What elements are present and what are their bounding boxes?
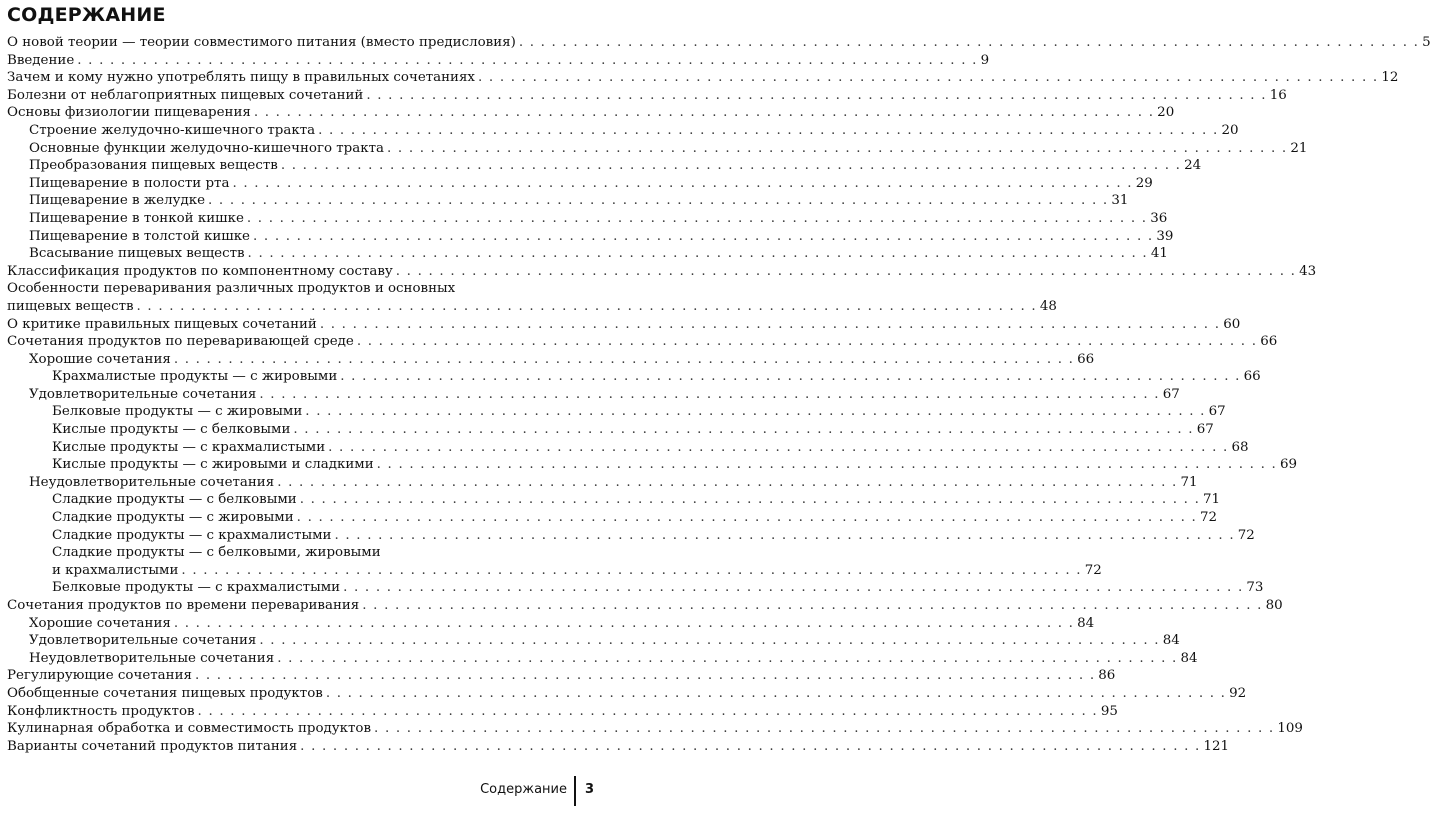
- toc-entry-title: Зачем и кому нужно употреблять пищу в правильных сочетаниях: [7, 70, 475, 86]
- toc-entry-page: 12: [1381, 70, 1399, 86]
- toc-leader-dots: . . . . . . . . . . . . . . . . . . . . . . . . . . . . . . . . . . . . . . . . . . . . . . . . . . . . . . . . . . . . . . . . . . . . . . . . . . . . . . . . . . .: [293, 422, 1194, 438]
- toc-entry[interactable]: [7, 720, 1303, 738]
- toc-leader-dots: . . . . . . . . . . . . . . . . . . . . . . . . . . . . . . . . . . . . . . . . . . . . . . . . . . . . . . . . . . . . . . . . . . . . . . . . . . . . . . . . . . .: [259, 633, 1160, 649]
- toc-entry-page: 67: [1208, 404, 1226, 420]
- toc-entry-title: Классификация продуктов по компонентному составу: [7, 263, 393, 279]
- toc-leader-dots: . . . . . . . . . . . . . . . . . . . . . . . . . . . . . . . . . . . . . . . . . . . . . . . . . . . . . . . . . . . . . . . . . . . . . . . . . . . . . . . . . . .: [77, 52, 978, 68]
- toc-entry-page: 9: [980, 52, 990, 68]
- toc-entry[interactable]: [7, 140, 1308, 158]
- toc-entry-page: 109: [1277, 721, 1303, 737]
- toc-entry-page: 68: [1231, 439, 1249, 455]
- toc-entry-page: 21: [1290, 140, 1308, 156]
- toc-entry-page: 92: [1229, 685, 1247, 701]
- toc-entry-page: 24: [1184, 158, 1202, 174]
- toc-leader-dots: . . . . . . . . . . . . . . . . . . . . . . . . . . . . . . . . . . . . . . . . . . . . . . . . . . . . . . . . . . . . . . . . . . . . . . . . . . . . . . . . . . .: [259, 386, 1160, 402]
- toc-leader-dots: . . . . . . . . . . . . . . . . . . . . . . . . . . . . . . . . . . . . . . . . . . . . . . . . . . . . . . . . . . . . . . . . . . . . . . . . . . . . . . . . . . .: [328, 439, 1229, 455]
- toc-entry-title: Кислые продукты — с белковыми: [52, 422, 291, 438]
- toc-entry[interactable]: [7, 456, 1298, 474]
- toc-entry-title: Пищеварение в желудке: [29, 193, 205, 209]
- toc-leader-dots: . . . . . . . . . . . . . . . . . . . . . . . . . . . . . . . . . . . . . . . . . . . . . . . . . . . . . . . . . . . . . . . . . . . . . . . . . . . . . . . . . . .: [181, 562, 1082, 578]
- toc-entry-title: Сладкие продукты — с крахмалистыми: [52, 527, 332, 543]
- toc-entry-page: 86: [1098, 668, 1116, 684]
- toc-leader-dots: . . . . . . . . . . . . . . . . . . . . . . . . . . . . . . . . . . . . . . . . . . . . . . . . . . . . . . . . . . . . . . . . . . . . . . . . . . . . . . . . . . .: [232, 175, 1133, 191]
- toc-entry-title: Белковые продукты — с крахмалистыми: [52, 580, 341, 596]
- toc-entry[interactable]: [7, 439, 1249, 457]
- toc-leader-dots: . . . . . . . . . . . . . . . . . . . . . . . . . . . . . . . . . . . . . . . . . . . . . . . . . . . . . . . . . . . . . . . . . . . . . . . . . . . . . . . . . . .: [305, 404, 1206, 420]
- toc-entry-page: 84: [1162, 633, 1180, 649]
- toc-entry-page: 71: [1203, 492, 1221, 508]
- toc-entry-title-line: Особенности переваривания различных продуктов и основных: [7, 281, 456, 297]
- toc-leader-dots: . . . . . . . . . . . . . . . . . . . . . . . . . . . . . . . . . . . . . . . . . . . . . . . . . . . . . . . . . . . . . . . . . . . . . . . . . . . . . . . . . . .: [277, 650, 1178, 666]
- toc-entry-title: и крахмалистыми: [52, 562, 179, 578]
- toc-entry-page: 73: [1246, 580, 1264, 596]
- toc-entry-page: 66: [1243, 369, 1261, 385]
- toc-entry-title: Кулинарная обработка и совместимость продуктов: [7, 721, 372, 737]
- toc-leader-dots: . . . . . . . . . . . . . . . . . . . . . . . . . . . . . . . . . . . . . . . . . . . . . . . . . . . . . . . . . . . . . . . . . . . . . . . . . . . . . . . . . . .: [325, 685, 1227, 701]
- toc-entry-page: 20: [1157, 105, 1175, 121]
- toc-entry-page: 69: [1279, 457, 1298, 473]
- table-of-contents: [7, 34, 1431, 755]
- toc-leader-dots: . . . . . . . . . . . . . . . . . . . . . . . . . . . . . . . . . . . . . . . . . . . . . . . . . . . . . . . . . . . . . . . . . . . . . . . . . . . . . . . . . . .: [374, 721, 1275, 737]
- toc-entry-page: 29: [1135, 175, 1153, 191]
- toc-leader-dots: . . . . . . . . . . . . . . . . . . . . . . . . . . . . . . . . . . . . . . . . . . . . . . . . . . . . . . . . . . . . . . . . . . . . . . . . . . . . . . . . . . .: [356, 334, 1258, 350]
- toc-entry-page: 66: [1260, 334, 1278, 350]
- toc-entry-title: Основные функции желудочно-кишечного тракта: [29, 140, 385, 156]
- toc-entry-title: Хорошие сочетания: [29, 615, 171, 631]
- toc-entry[interactable]: [7, 122, 1239, 140]
- toc-entry[interactable]: [7, 667, 1116, 685]
- toc-entry-page: 72: [1084, 562, 1102, 578]
- toc-leader-dots: . . . . . . . . . . . . . . . . . . . . . . . . . . . . . . . . . . . . . . . . . . . . . . . . . . . . . . . . . . . . . . . . . . . . . . . . . . . . . . . . . . .: [299, 492, 1201, 508]
- toc-entry[interactable]: [7, 527, 1255, 545]
- toc-leader-dots: . . . . . . . . . . . . . . . . . . . . . . . . . . . . . . . . . . . . . . . . . . . . . . . . . . . . . . . . . . . . . . . . . . . . . . . . . . . . . . . . . . .: [343, 580, 1244, 596]
- toc-entry[interactable]: [7, 386, 1180, 404]
- toc-entry-title: Удовлетворительные сочетания: [29, 633, 257, 649]
- toc-leader-dots: . . . . . . . . . . . . . . . . . . . . . . . . . . . . . . . . . . . . . . . . . . . . . . . . . . . . . . . . . . . . . . . . . . . . . . . . . . . . . . . . . . .: [173, 615, 1075, 631]
- toc-entry-title: Пищеварение в тонкой кишке: [29, 210, 244, 226]
- toc-leader-dots: . . . . . . . . . . . . . . . . . . . . . . . . . . . . . . . . . . . . . . . . . . . . . . . . . . . . . . . . . . . . . . . . . . . . . . . . . . . . . . . . . . .: [136, 298, 1037, 314]
- toc-entry[interactable]: [7, 703, 1118, 721]
- toc-leader-dots: . . . . . . . . . . . . . . . . . . . . . . . . . . . . . . . . . . . . . . . . . . . . . . . . . . . . . . . . . . . . . . . . . . . . . . . . . . . . . . . . . . .: [376, 457, 1277, 473]
- toc-entry[interactable]: [7, 245, 1168, 263]
- toc-entry-title: Кислые продукты — с крахмалистыми: [52, 439, 326, 455]
- toc-entry[interactable]: [7, 685, 1247, 703]
- toc-entry-title: Сладкие продукты — с белковыми: [52, 492, 297, 508]
- toc-leader-dots: . . . . . . . . . . . . . . . . . . . . . . . . . . . . . . . . . . . . . . . . . . . . . . . . . . . . . . . . . . . . . . . . . . . . . . . . . . . . . . . . . . .: [387, 140, 1288, 156]
- toc-leader-dots: . . . . . . . . . . . . . . . . . . . . . . . . . . . . . . . . . . . . . . . . . . . . . . . . . . . . . . . . . . . . . . . . . . . . . . . . . . . . . . . . . . .: [334, 527, 1235, 543]
- toc-entry-title: Удовлетворительные сочетания: [29, 386, 257, 402]
- toc-entry-page: 84: [1180, 650, 1198, 666]
- toc-entry-title: Основы физиологии пищеварения: [7, 105, 251, 121]
- toc-entry[interactable]: [7, 333, 1278, 351]
- toc-entry-page: 67: [1162, 386, 1180, 402]
- toc-leader-dots: . . . . . . . . . . . . . . . . . . . . . . . . . . . . . . . . . . . . . . . . . . . . . . . . . . . . . . . . . . . . . . . . . . . . . . . . . . . . . . . . . . .: [518, 35, 1420, 50]
- toc-entry[interactable]: [7, 509, 1218, 527]
- toc-entry[interactable]: [7, 351, 1095, 369]
- toc-leader-dots: . . . . . . . . . . . . . . . . . . . . . . . . . . . . . . . . . . . . . . . . . . . . . . . . . . . . . . . . . . . . . . . . . . . . . . . . . . . . . . . . . . .: [362, 598, 1263, 613]
- toc-entry-page: 80: [1265, 598, 1283, 613]
- toc-entry-page: 20: [1221, 122, 1239, 138]
- page-footer: [400, 776, 600, 806]
- toc-entry-title: Варианты сочетаний продуктов питания: [7, 738, 298, 754]
- toc-leader-dots: . . . . . . . . . . . . . . . . . . . . . . . . . . . . . . . . . . . . . . . . . . . . . . . . . . . . . . . . . . . . . . . . . . . . . . . . . . . . . . . . . . .: [300, 738, 1201, 754]
- toc-entry[interactable]: [7, 157, 1202, 175]
- toc-entry-page: 95: [1100, 703, 1118, 719]
- toc-entry-page: 66: [1077, 351, 1095, 367]
- toc-entry-title: Болезни от неблагоприятных пищевых сочетаний: [7, 87, 364, 103]
- toc-leader-dots: . . . . . . . . . . . . . . . . . . . . . . . . . . . . . . . . . . . . . . . . . . . . . . . . . . . . . . . . . . . . . . . . . . . . . . . . . . . . . . . . . . .: [318, 122, 1219, 138]
- toc-entry[interactable]: [7, 632, 1180, 650]
- toc-leader-dots: . . . . . . . . . . . . . . . . . . . . . . . . . . . . . . . . . . . . . . . . . . . . . . . . . . . . . . . . . . . . . . . . . . . . . . . . . . . . . . . . . . .: [319, 316, 1221, 332]
- toc-entry-title: О критике правильных пищевых сочетаний: [7, 316, 317, 332]
- toc-entry[interactable]: [7, 87, 1287, 105]
- toc-entry[interactable]: [7, 650, 1198, 668]
- toc-entry[interactable]: [7, 175, 1153, 193]
- toc-leader-dots: . . . . . . . . . . . . . . . . . . . . . . . . . . . . . . . . . . . . . . . . . . . . . . . . . . . . . . . . . . . . . . . . . . . . . . . . . . . . . . . . . . .: [478, 70, 1379, 86]
- toc-leader-dots: . . . . . . . . . . . . . . . . . . . . . . . . . . . . . . . . . . . . . . . . . . . . . . . . . . . . . . . . . . . . . . . . . . . . . . . . . . . . . . . . . . .: [246, 210, 1148, 226]
- toc-leader-dots: . . . . . . . . . . . . . . . . . . . . . . . . . . . . . . . . . . . . . . . . . . . . . . . . . . . . . . . . . . . . . . . . . . . . . . . . . . . . . . . . . . .: [173, 351, 1075, 367]
- toc-leader-dots: . . . . . . . . . . . . . . . . . . . . . . . . . . . . . . . . . . . . . . . . . . . . . . . . . . . . . . . . . . . . . . . . . . . . . . . . . . . . . . . . . . .: [296, 510, 1197, 526]
- toc-leader-dots: . . . . . . . . . . . . . . . . . . . . . . . . . . . . . . . . . . . . . . . . . . . . . . . . . . . . . . . . . . . . . . . . . . . . . . . . . . . . . . . . . . .: [280, 158, 1182, 174]
- toc-entry-title-line: Сладкие продукты — с белковыми, жировыми: [52, 545, 381, 561]
- toc-entry-page: 72: [1237, 527, 1255, 543]
- toc-entry-title: Сочетания продуктов по переваривающей среде: [7, 334, 354, 350]
- toc-leader-dots: . . . . . . . . . . . . . . . . . . . . . . . . . . . . . . . . . . . . . . . . . . . . . . . . . . . . . . . . . . . . . . . . . . . . . . . . . . . . . . . . . . .: [194, 668, 1096, 684]
- toc-entry-page: 48: [1039, 298, 1057, 314]
- toc-entry-title: Белковые продукты — с жировыми: [52, 404, 303, 420]
- toc-leader-dots: . . . . . . . . . . . . . . . . . . . . . . . . . . . . . . . . . . . . . . . . . . . . . . . . . . . . . . . . . . . . . . . . . . . . . . . . . . . . . . . . . . .: [197, 703, 1098, 719]
- toc-entry[interactable]: [7, 192, 1129, 210]
- toc-entry[interactable]: [7, 210, 1168, 228]
- toc-entry[interactable]: [7, 474, 1198, 492]
- toc-entry[interactable]: [7, 597, 1283, 615]
- toc-entry[interactable]: [7, 491, 1221, 509]
- toc-leader-dots: . . . . . . . . . . . . . . . . . . . . . . . . . . . . . . . . . . . . . . . . . . . . . . . . . . . . . . . . . . . . . . . . . . . . . . . . . . . . . . . . . . .: [208, 193, 1109, 209]
- toc-entry-page: 36: [1150, 210, 1168, 226]
- toc-entry[interactable]: [7, 579, 1264, 597]
- toc-entry-title: Строение желудочно-кишечного тракта: [29, 122, 316, 138]
- toc-entry-page: 5: [1422, 35, 1431, 50]
- toc-leader-dots: . . . . . . . . . . . . . . . . . . . . . . . . . . . . . . . . . . . . . . . . . . . . . . . . . . . . . . . . . . . . . . . . . . . . . . . . . . . . . . . . . . .: [253, 105, 1155, 121]
- toc-entry-page: 60: [1223, 316, 1241, 332]
- toc-leader-dots: . . . . . . . . . . . . . . . . . . . . . . . . . . . . . . . . . . . . . . . . . . . . . . . . . . . . . . . . . . . . . . . . . . . . . . . . . . . . . . . . . . .: [253, 228, 1154, 244]
- toc-entry[interactable]: [7, 280, 1057, 315]
- toc-entry[interactable]: [7, 69, 1399, 87]
- toc-leader-dots: . . . . . . . . . . . . . . . . . . . . . . . . . . . . . . . . . . . . . . . . . . . . . . . . . . . . . . . . . . . . . . . . . . . . . . . . . . . . . . . . . . .: [395, 263, 1297, 279]
- toc-entry-title: Обобщенные сочетания пищевых продуктов: [7, 685, 323, 701]
- toc-entry-page: 43: [1299, 263, 1317, 279]
- toc-entry[interactable]: [7, 104, 1175, 122]
- toc-entry[interactable]: [7, 263, 1317, 281]
- toc-entry[interactable]: [7, 228, 1174, 246]
- toc-entry-title: пищевых веществ: [7, 298, 134, 314]
- toc-entry[interactable]: [7, 615, 1095, 633]
- toc-entry-title: Сладкие продукты — с жировыми: [52, 510, 294, 526]
- toc-entry[interactable]: [7, 403, 1226, 421]
- toc-leader-dots: . . . . . . . . . . . . . . . . . . . . . . . . . . . . . . . . . . . . . . . . . . . . . . . . . . . . . . . . . . . . . . . . . . . . . . . . . . . . . . . . . . .: [340, 369, 1241, 385]
- toc-entry[interactable]: [7, 738, 1230, 756]
- toc-entry[interactable]: [7, 421, 1214, 439]
- footer-page-number: 3: [584, 782, 594, 797]
- toc-entry-title: Введение: [7, 52, 75, 68]
- toc-leader-dots: . . . . . . . . . . . . . . . . . . . . . . . . . . . . . . . . . . . . . . . . . . . . . . . . . . . . . . . . . . . . . . . . . . . . . . . . . . . . . . . . . . .: [277, 474, 1178, 490]
- toc-entry-page: 39: [1156, 228, 1174, 244]
- toc-entry-title: Пищеварение в полости рта: [29, 175, 230, 191]
- toc-entry-page: 41: [1150, 246, 1168, 262]
- toc-entry-title: Преобразования пищевых веществ: [29, 158, 278, 174]
- toc-entry-title: Неудовлетворительные сочетания: [29, 474, 275, 490]
- toc-entry-page: 67: [1196, 422, 1214, 438]
- toc-entry-title: Неудовлетворительные сочетания: [29, 650, 275, 666]
- toc-entry[interactable]: [7, 316, 1241, 334]
- toc-entry[interactable]: [7, 544, 1102, 579]
- footer-divider: [574, 776, 576, 806]
- toc-entry-page: 31: [1111, 193, 1129, 209]
- toc-entry-title: Всасывание пищевых веществ: [29, 246, 245, 262]
- toc-entry[interactable]: [7, 52, 990, 70]
- toc-entry-title: Кислые продукты — с жировыми и сладкими: [52, 457, 374, 473]
- toc-entry-page: 121: [1203, 738, 1230, 754]
- toc-entry-page: 72: [1199, 510, 1218, 526]
- toc-entry[interactable]: [7, 34, 1431, 52]
- toc-entry-title: Крахмалистые продукты — с жировыми: [52, 369, 338, 385]
- toc-entry-page: 84: [1077, 615, 1095, 631]
- toc-entry-page: 16: [1269, 87, 1287, 103]
- toc-entry-title: Хорошие сочетания: [29, 351, 171, 367]
- toc-entry-page: 71: [1180, 474, 1198, 490]
- toc-leader-dots: . . . . . . . . . . . . . . . . . . . . . . . . . . . . . . . . . . . . . . . . . . . . . . . . . . . . . . . . . . . . . . . . . . . . . . . . . . . . . . . . . . .: [247, 246, 1148, 262]
- toc-entry-title: Конфликтность продуктов: [7, 703, 195, 719]
- toc-entry-title: Регулирующие сочетания: [7, 668, 192, 684]
- page-title: СОДЕРЖАНИЕ: [7, 4, 166, 26]
- footer-section-label: Содержание: [480, 782, 567, 797]
- toc-entry[interactable]: [7, 368, 1261, 386]
- toc-entry-title: О новой теории — теории совместимого питания (вместо предисловия): [7, 35, 516, 50]
- toc-entry-title: Сочетания продуктов по времени переваривания: [7, 598, 360, 613]
- toc-entry-title: Пищеварение в толстой кишке: [29, 228, 250, 244]
- toc-leader-dots: . . . . . . . . . . . . . . . . . . . . . . . . . . . . . . . . . . . . . . . . . . . . . . . . . . . . . . . . . . . . . . . . . . . . . . . . . . . . . . . . . . .: [366, 87, 1267, 103]
